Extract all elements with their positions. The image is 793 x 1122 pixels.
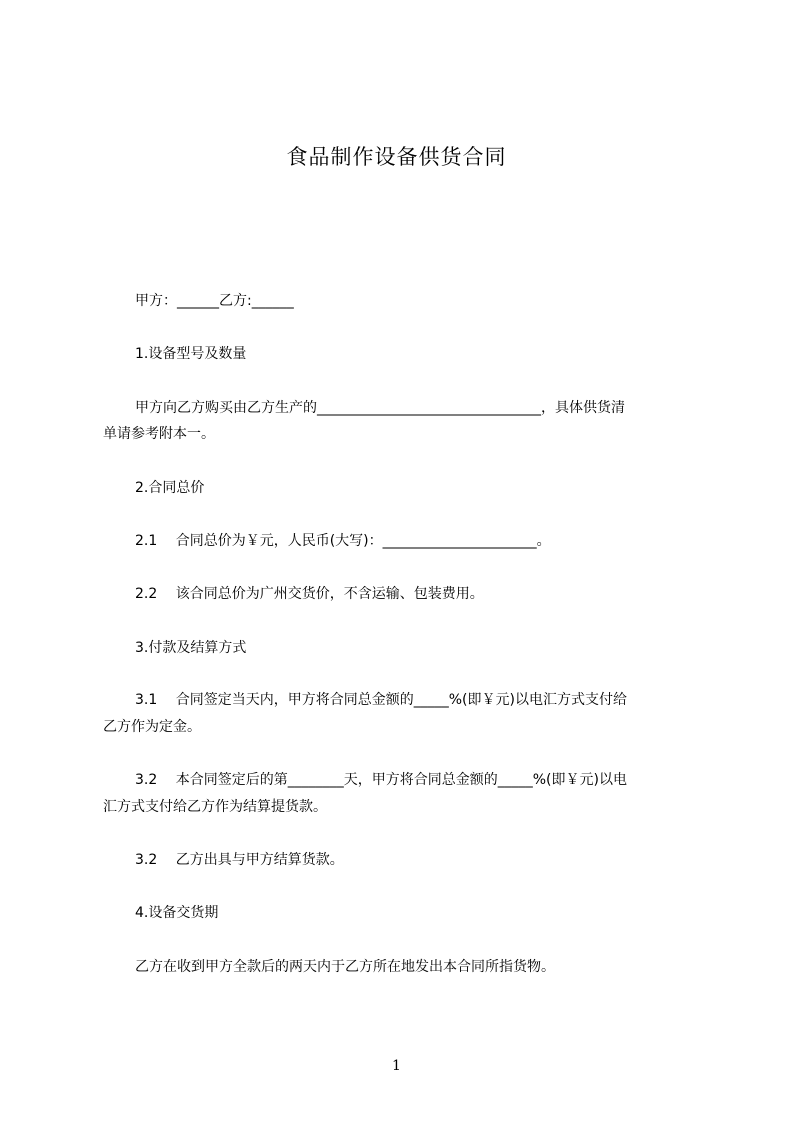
section-heading: 4.设备交货期 [135,905,219,921]
clause-line: 汇方式支付给乙方作为结算提货款。 [103,799,327,815]
clause-line: 乙方作为定金。 [103,719,201,735]
paragraph-line: 单请参考附本一。 [103,426,215,442]
clause-line: 3.2 乙方出具与甲方结算货款。 [135,852,344,868]
clause-line: 3.2 本合同签定后的第________天，甲方将合同总金额的_____%(即￥元)以电 [135,772,627,788]
section-heading: 3.付款及结算方式 [135,640,247,656]
parties-line: 甲方：______乙方:______ [135,293,294,309]
paragraph-line: 甲方向乙方购买由乙方生产的________________________________，具体供货清 [135,400,625,416]
paragraph-line: 乙方在收到甲方全款后的两天内于乙方所在地发出本合同所指货物。 [135,959,555,975]
section-heading: 1.设备型号及数量 [135,346,247,362]
section-heading: 2.合同总价 [135,480,205,496]
page-number: 1 [392,1058,401,1074]
clause-line: 3.1 合同签定当天内，甲方将合同总金额的_____%(即￥元)以电汇方式支付给 [135,692,627,708]
clause-line: 2.1 合同总价为￥元，人民币(大写)：______________________。 [135,533,551,549]
clause-line: 2.2 该合同总价为广州交货价，不含运输、包装费用。 [135,586,484,602]
document-title: 食品制作设备供货合同 [286,145,507,169]
